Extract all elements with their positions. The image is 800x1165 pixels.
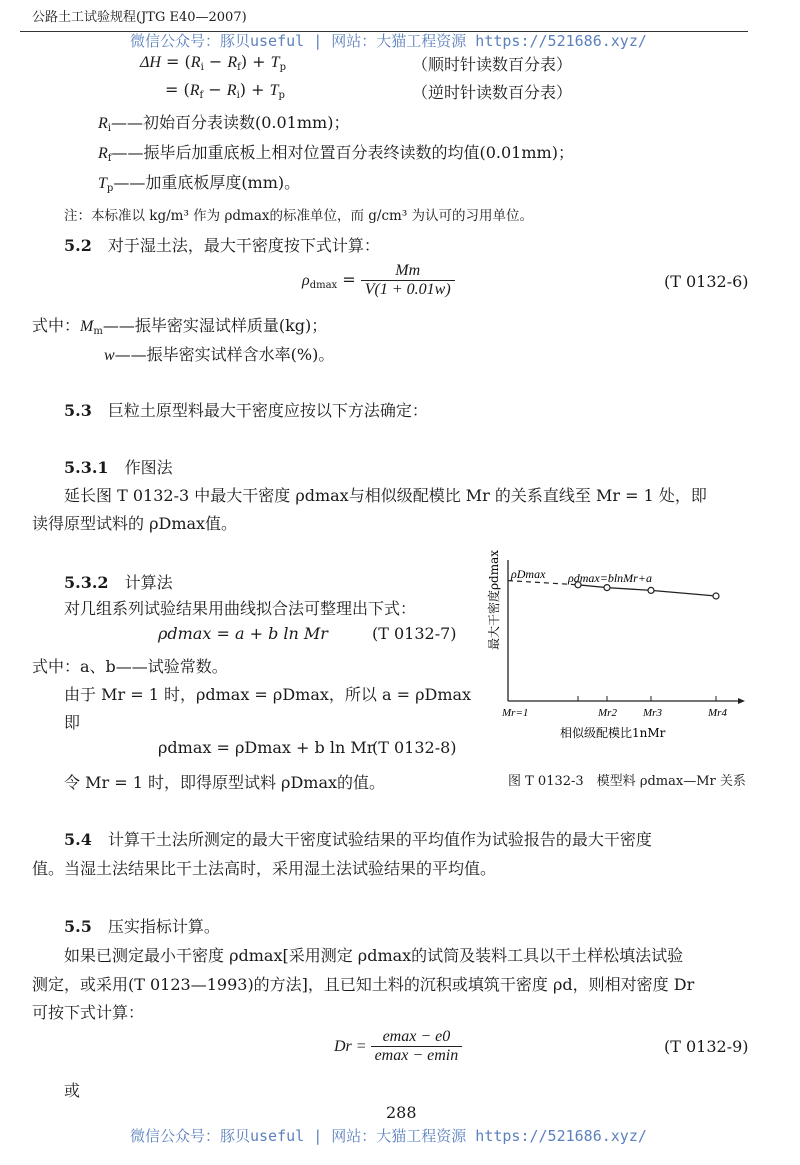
section-5-3-2 (64, 570, 173, 593)
section-number: 5.2 (64, 236, 92, 255)
section-5-3 (64, 398, 428, 421)
fraction (361, 262, 455, 299)
equation-t0132-8: ρdmax = ρDmax + b ln Mr (158, 738, 375, 757)
sub: i (107, 123, 111, 134)
var: R (98, 115, 108, 132)
para-line: 测定，或采用(T 0123—1993)的方法]，且已知土料的沉积或填筑干密度 ρd，则相对密度 Dr (32, 975, 695, 994)
eq-sub: p (279, 62, 286, 73)
eq-text: = ( (166, 52, 191, 71)
para-line: 对几组系列试验结果用曲线拟合法可整理出下式： (64, 599, 417, 618)
sub: p (106, 183, 114, 194)
para-line: 值。当湿土法结果比干土法高时，采用湿土法试验结果的平均值。 (32, 859, 497, 878)
para-line: 即 (64, 713, 81, 732)
def-text: ——振毕密实试样含水率(%)。 (114, 345, 335, 364)
x-tick-label: Mr2 (598, 707, 617, 719)
var: w (104, 347, 115, 364)
eq-text: ) + (240, 52, 271, 71)
eq-note-clockwise: （顺时针读数百分表） (412, 55, 573, 74)
para-line: 读得原型试料的 ρDmax值。 (32, 514, 238, 533)
def-ri (98, 110, 349, 134)
eq-text: = (337, 270, 361, 289)
denominator: emax − emin (374, 1047, 459, 1064)
eq-var: T (269, 82, 279, 99)
eq-var: R (226, 82, 237, 99)
equation-delta-h-2 (165, 80, 285, 101)
data-point (713, 593, 719, 599)
equation-label: ρdmax=blnMr+a (568, 571, 652, 585)
fraction (371, 1028, 463, 1065)
eq-lhs: Dr = (334, 1038, 371, 1055)
section-text: 计算干土法所测定的最大干密度试验结果的平均值作为试验报告的最大干密度 (107, 830, 652, 849)
unit-note: 注：本标准以 kg/m³ 作为 ρdmax的标准单位，而 g/cm³ 为认可的习用单位。 (64, 208, 534, 224)
eq-text: − (203, 52, 228, 71)
para-line: 如果已测定最小干密度 ρdmax[采用测定 ρdmax的试筒及装料工具以干土样松填法试验 (64, 946, 684, 965)
x-axis-label: 相似级配模比1nMr (560, 726, 666, 740)
sub: f (107, 153, 112, 164)
page-number: 288 (386, 1103, 417, 1122)
equation-delta-h-1 (140, 52, 286, 73)
para-line: 式中：a、b——试验常数。 (32, 657, 228, 676)
section-text: 对于湿土法，最大干密度按下式计算： (107, 236, 380, 255)
equation-t0132-9 (334, 1028, 462, 1065)
eq-var: T (270, 54, 280, 71)
section-title: 作图法 (124, 458, 173, 477)
y-axis-label: 最大干密度ρdmax (487, 550, 501, 650)
eq-sub: i (200, 62, 204, 73)
x-axis-arrow (738, 698, 745, 704)
section-number: 5.3 (64, 401, 92, 420)
section-5-4 (64, 827, 652, 850)
eq-note-counterclockwise: （逆时针读数百分表） (412, 83, 573, 102)
x-tick-label: Mr4 (708, 707, 727, 719)
sub: m (93, 326, 103, 337)
equation-t0132-6 (302, 262, 455, 299)
section-number: 5.4 (64, 830, 92, 849)
numerator: Mm (361, 262, 455, 281)
def-tp (98, 170, 300, 194)
section-title: 压实指标计算。 (107, 917, 220, 936)
para-line: 可按下式计算： (32, 1003, 145, 1022)
watermark-bottom: 微信公众号：豚贝useful | 网站：大猫工程资源 https://521686.xyz/ (130, 1127, 647, 1145)
where-label: 式中： (32, 316, 81, 335)
equation-tag: (T 0132-8) (372, 738, 457, 757)
x-tick-label: Mr=1 (502, 707, 529, 719)
eq-sub: i (236, 90, 240, 101)
eq-sub: f (237, 62, 241, 73)
def-text: ——振毕密实湿试样质量(kg)； (102, 316, 328, 335)
section-number: 5.3.1 (64, 458, 109, 477)
figure-chart (480, 550, 770, 750)
def-text: ——初始百分表读数(0.01mm)； (110, 113, 350, 132)
para-line: 或 (64, 1081, 81, 1100)
para-line: 延长图 T 0132-3 中最大干密度 ρdmax与相似级配模比 Mr 的关系直线至 Mr = 1 处，即 (64, 486, 707, 505)
def-text: ——加重底板厚度(mm)。 (113, 173, 301, 192)
eq-text: ) + (239, 80, 270, 99)
var: R (98, 145, 108, 162)
def-text: ——振毕后加重底板上相对位置百分表终读数的均值(0.01mm)； (111, 143, 574, 162)
intercept-label: ρDmax (511, 567, 546, 581)
section-number: 5.5 (64, 917, 92, 936)
eq-var: R (190, 54, 201, 71)
eq-var: R (189, 82, 200, 99)
fit-line (578, 585, 716, 596)
denominator: V(1 + 0.01w) (364, 281, 451, 298)
var: M (80, 318, 94, 335)
eq-var: ρ (302, 272, 310, 289)
eq-var: R (227, 54, 238, 71)
section-5-5 (64, 914, 220, 937)
eq-sub: p (278, 90, 285, 101)
def-rf (98, 140, 574, 164)
eq-lhs: ΔH (140, 54, 161, 71)
equation-tag: (T 0132-6) (664, 272, 749, 291)
section-title: 计算法 (124, 573, 173, 592)
para-line: 由于 Mr = 1 时，ρdmax = ρDmax，所以 a = ρDmax (64, 685, 472, 704)
eq-text: − (203, 80, 227, 99)
section-5-2 (64, 233, 380, 256)
x-tick-label: Mr3 (643, 707, 662, 719)
section-text: 巨粒土原型料最大干密度应按以下方法确定： (107, 401, 428, 420)
eq-text: = ( (165, 80, 190, 99)
where-mm (32, 313, 327, 337)
running-header: 公路土工试验规程(JTG E40—2007) (32, 10, 247, 25)
numerator: emax − e0 (371, 1028, 463, 1047)
para-line: 令 Mr = 1 时，即得原型试料 ρDmax的值。 (64, 773, 386, 792)
where-w (104, 342, 334, 365)
equation-tag: (T 0132-9) (664, 1037, 749, 1056)
section-number: 5.3.2 (64, 573, 109, 592)
watermark-top: 微信公众号：豚贝useful | 网站：大猫工程资源 https://521686.xyz/ (130, 32, 647, 50)
equation-t0132-7: ρdmax = a + b ln Mr (158, 624, 328, 643)
var: T (98, 175, 107, 192)
eq-sub: f (199, 90, 204, 101)
eq-sub: dmax (309, 280, 338, 291)
data-point (604, 585, 610, 591)
figure-caption: 图 T 0132-3 模型料 ρdmax—Mr 关系 (508, 774, 746, 789)
data-point (648, 587, 654, 593)
equation-tag: (T 0132-7) (372, 624, 457, 643)
section-5-3-1 (64, 455, 173, 478)
